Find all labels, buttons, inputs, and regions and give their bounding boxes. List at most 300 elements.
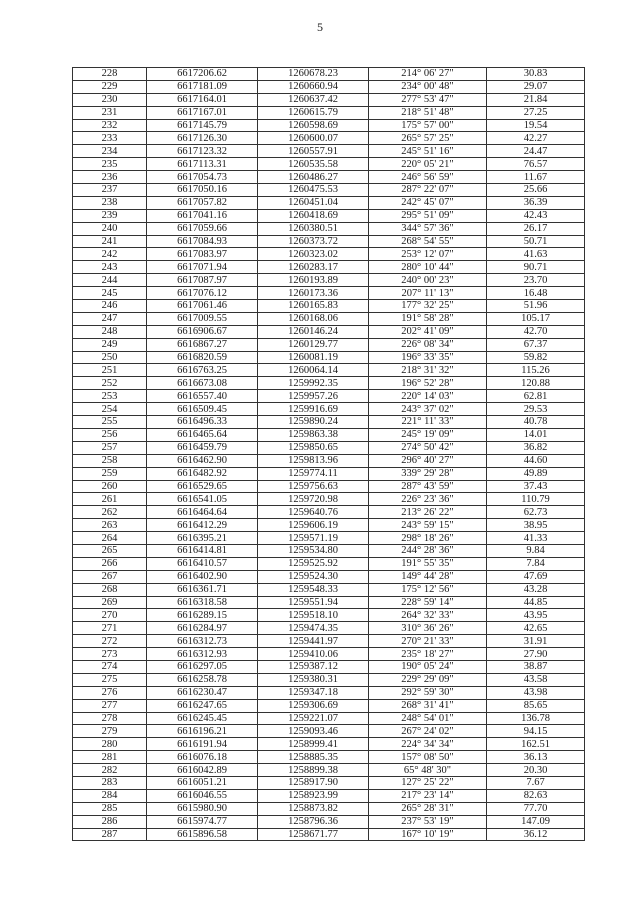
point-number-cell: 286 <box>73 815 147 828</box>
bearing-cell: 127° 25' 22" <box>369 776 487 789</box>
point-number-cell: 246 <box>73 300 147 313</box>
point-number-cell: 282 <box>73 764 147 777</box>
distance-cell: 27.25 <box>487 106 585 119</box>
table-row <box>73 403 585 416</box>
point-number-cell: 284 <box>73 789 147 802</box>
point-number-cell: 271 <box>73 622 147 635</box>
y-coordinate-cell: 1259306.69 <box>258 699 369 712</box>
point-number-cell: 247 <box>73 312 147 325</box>
bearing-cell: 244° 28' 36" <box>369 544 487 557</box>
bearing-cell: 217° 23' 14" <box>369 789 487 802</box>
bearing-cell: 245° 19' 09" <box>369 428 487 441</box>
table-row <box>73 119 585 132</box>
x-coordinate-cell: 6616763.25 <box>147 364 258 377</box>
x-coordinate-cell: 6617054.73 <box>147 171 258 184</box>
point-number-cell: 250 <box>73 351 147 364</box>
point-number-cell: 241 <box>73 235 147 248</box>
bearing-cell: 237° 53' 19" <box>369 815 487 828</box>
x-coordinate-cell: 6615974.77 <box>147 815 258 828</box>
distance-cell: 59.82 <box>487 351 585 364</box>
y-coordinate-cell: 1259551.94 <box>258 596 369 609</box>
point-number-cell: 272 <box>73 635 147 648</box>
distance-cell: 42.27 <box>487 132 585 145</box>
bearing-cell: 202° 41' 09" <box>369 325 487 338</box>
y-coordinate-cell: 1260418.69 <box>258 209 369 222</box>
y-coordinate-cell: 1260557.91 <box>258 145 369 158</box>
x-coordinate-cell: 6617009.55 <box>147 312 258 325</box>
point-number-cell: 234 <box>73 145 147 158</box>
bearing-cell: 280° 10' 44" <box>369 261 487 274</box>
point-number-cell: 229 <box>73 80 147 93</box>
point-number-cell: 240 <box>73 222 147 235</box>
distance-cell: 20.30 <box>487 764 585 777</box>
bearing-cell: 196° 52' 28" <box>369 377 487 390</box>
bearing-cell: 246° 56' 59" <box>369 171 487 184</box>
x-coordinate-cell: 6616297.05 <box>147 660 258 673</box>
x-coordinate-cell: 6617084.93 <box>147 235 258 248</box>
table-row <box>73 300 585 313</box>
bearing-cell: 344° 57' 36" <box>369 222 487 235</box>
bearing-cell: 207° 11' 13" <box>369 287 487 300</box>
distance-cell: 21.84 <box>487 93 585 106</box>
table-row <box>73 364 585 377</box>
table-row <box>73 222 585 235</box>
x-coordinate-cell: 6616284.97 <box>147 622 258 635</box>
table-row <box>73 815 585 828</box>
x-coordinate-cell: 6616496.33 <box>147 416 258 429</box>
point-number-cell: 243 <box>73 261 147 274</box>
y-coordinate-cell: 1259850.65 <box>258 441 369 454</box>
y-coordinate-cell: 1259774.11 <box>258 467 369 480</box>
distance-cell: 90.71 <box>487 261 585 274</box>
distance-cell: 36.13 <box>487 751 585 764</box>
y-coordinate-cell: 1259571.19 <box>258 532 369 545</box>
y-coordinate-cell: 1260660.94 <box>258 80 369 93</box>
distance-cell: 31.91 <box>487 635 585 648</box>
table-row <box>73 802 585 815</box>
x-coordinate-cell: 6616465.64 <box>147 428 258 441</box>
point-number-cell: 256 <box>73 428 147 441</box>
y-coordinate-cell: 1259410.06 <box>258 648 369 661</box>
point-number-cell: 251 <box>73 364 147 377</box>
table-row <box>73 377 585 390</box>
x-coordinate-cell: 6616509.45 <box>147 403 258 416</box>
bearing-cell: 235° 18' 27" <box>369 648 487 661</box>
x-coordinate-cell: 6616529.65 <box>147 480 258 493</box>
table-row <box>73 132 585 145</box>
point-number-cell: 264 <box>73 532 147 545</box>
point-number-cell: 281 <box>73 751 147 764</box>
table-row <box>73 184 585 197</box>
distance-cell: 43.98 <box>487 686 585 699</box>
bearing-cell: 245° 51' 16" <box>369 145 487 158</box>
bearing-cell: 274° 50' 42" <box>369 441 487 454</box>
table-row <box>73 480 585 493</box>
distance-cell: 105.17 <box>487 312 585 325</box>
distance-cell: 51.96 <box>487 300 585 313</box>
point-number-cell: 273 <box>73 648 147 661</box>
distance-cell: 16.48 <box>487 287 585 300</box>
y-coordinate-cell: 1260081.19 <box>258 351 369 364</box>
table-row <box>73 441 585 454</box>
y-coordinate-cell: 1260146.24 <box>258 325 369 338</box>
table-row <box>73 789 585 802</box>
y-coordinate-cell: 1258885.35 <box>258 751 369 764</box>
table-row <box>73 751 585 764</box>
point-number-cell: 249 <box>73 338 147 351</box>
x-coordinate-cell: 6617167.01 <box>147 106 258 119</box>
x-coordinate-cell: 6616042.89 <box>147 764 258 777</box>
point-number-cell: 238 <box>73 196 147 209</box>
bearing-cell: 277° 53' 47" <box>369 93 487 106</box>
table-row <box>73 622 585 635</box>
bearing-cell: 234° 00' 48" <box>369 80 487 93</box>
table-row <box>73 764 585 777</box>
table-row <box>73 390 585 403</box>
table-row <box>73 493 585 506</box>
table-row <box>73 416 585 429</box>
x-coordinate-cell: 6617206.62 <box>147 68 258 81</box>
y-coordinate-cell: 1260129.77 <box>258 338 369 351</box>
table-row <box>73 686 585 699</box>
point-number-cell: 244 <box>73 274 147 287</box>
x-coordinate-cell: 6616402.90 <box>147 570 258 583</box>
bearing-cell: 167° 10' 19" <box>369 828 487 841</box>
point-number-cell: 262 <box>73 506 147 519</box>
distance-cell: 43.28 <box>487 583 585 596</box>
x-coordinate-cell: 6617076.12 <box>147 287 258 300</box>
table-row <box>73 557 585 570</box>
y-coordinate-cell: 1259524.30 <box>258 570 369 583</box>
distance-cell: 44.85 <box>487 596 585 609</box>
x-coordinate-cell: 6616820.59 <box>147 351 258 364</box>
y-coordinate-cell: 1260615.79 <box>258 106 369 119</box>
distance-cell: 23.70 <box>487 274 585 287</box>
point-number-cell: 253 <box>73 390 147 403</box>
point-number-cell: 270 <box>73 609 147 622</box>
table-row <box>73 196 585 209</box>
bearing-cell: 65° 48' 30" <box>369 764 487 777</box>
bearing-cell: 226° 23' 36" <box>369 493 487 506</box>
point-number-cell: 237 <box>73 184 147 197</box>
x-coordinate-cell: 6616414.81 <box>147 544 258 557</box>
distance-cell: 42.70 <box>487 325 585 338</box>
table-row <box>73 209 585 222</box>
x-coordinate-cell: 6616245.45 <box>147 712 258 725</box>
table-row <box>73 699 585 712</box>
bearing-cell: 177° 32' 25" <box>369 300 487 313</box>
bearing-cell: 253° 12' 07" <box>369 248 487 261</box>
distance-cell: 62.73 <box>487 506 585 519</box>
bearing-cell: 292° 59' 30" <box>369 686 487 699</box>
y-coordinate-cell: 1259474.35 <box>258 622 369 635</box>
distance-cell: 47.69 <box>487 570 585 583</box>
table-row <box>73 532 585 545</box>
point-number-cell: 228 <box>73 68 147 81</box>
y-coordinate-cell: 1260451.04 <box>258 196 369 209</box>
y-coordinate-cell: 1259916.69 <box>258 403 369 416</box>
bearing-cell: 191° 58' 28" <box>369 312 487 325</box>
point-number-cell: 231 <box>73 106 147 119</box>
y-coordinate-cell: 1259441.97 <box>258 635 369 648</box>
distance-cell: 136.78 <box>487 712 585 725</box>
x-coordinate-cell: 6617113.31 <box>147 158 258 171</box>
y-coordinate-cell: 1259890.24 <box>258 416 369 429</box>
x-coordinate-cell: 6617059.66 <box>147 222 258 235</box>
point-number-cell: 267 <box>73 570 147 583</box>
distance-cell: 43.58 <box>487 673 585 686</box>
table-row <box>73 68 585 81</box>
x-coordinate-cell: 6616410.57 <box>147 557 258 570</box>
bearing-cell: 339° 29' 28" <box>369 467 487 480</box>
table-row <box>73 80 585 93</box>
distance-cell: 38.95 <box>487 519 585 532</box>
distance-cell: 77.70 <box>487 802 585 815</box>
point-number-cell: 258 <box>73 454 147 467</box>
distance-cell: 67.37 <box>487 338 585 351</box>
point-number-cell: 283 <box>73 776 147 789</box>
table-row <box>73 828 585 841</box>
bearing-cell: 228° 59' 14" <box>369 596 487 609</box>
x-coordinate-cell: 6617071.94 <box>147 261 258 274</box>
distance-cell: 42.43 <box>487 209 585 222</box>
y-coordinate-cell: 1260598.69 <box>258 119 369 132</box>
point-number-cell: 277 <box>73 699 147 712</box>
point-number-cell: 269 <box>73 596 147 609</box>
y-coordinate-cell: 1258796.36 <box>258 815 369 828</box>
y-coordinate-cell: 1260600.07 <box>258 132 369 145</box>
y-coordinate-cell: 1259387.12 <box>258 660 369 673</box>
point-number-cell: 265 <box>73 544 147 557</box>
x-coordinate-cell: 6616462.90 <box>147 454 258 467</box>
point-number-cell: 260 <box>73 480 147 493</box>
x-coordinate-cell: 6617057.82 <box>147 196 258 209</box>
y-coordinate-cell: 1260475.53 <box>258 184 369 197</box>
point-number-cell: 279 <box>73 725 147 738</box>
point-number-cell: 255 <box>73 416 147 429</box>
point-number-cell: 261 <box>73 493 147 506</box>
distance-cell: 62.81 <box>487 390 585 403</box>
point-number-cell: 266 <box>73 557 147 570</box>
point-number-cell: 254 <box>73 403 147 416</box>
bearing-cell: 175° 12' 56" <box>369 583 487 596</box>
y-coordinate-cell: 1259606.19 <box>258 519 369 532</box>
bearing-cell: 287° 22' 07" <box>369 184 487 197</box>
x-coordinate-cell: 6616464.64 <box>147 506 258 519</box>
x-coordinate-cell: 6616459.79 <box>147 441 258 454</box>
table-row <box>73 467 585 480</box>
distance-cell: 49.89 <box>487 467 585 480</box>
bearing-cell: 157° 08' 50" <box>369 751 487 764</box>
y-coordinate-cell: 1260173.36 <box>258 287 369 300</box>
bearing-cell: 268° 31' 41" <box>369 699 487 712</box>
table-row <box>73 428 585 441</box>
y-coordinate-cell: 1260373.72 <box>258 235 369 248</box>
x-coordinate-cell: 6617061.46 <box>147 300 258 313</box>
point-number-cell: 232 <box>73 119 147 132</box>
table-row <box>73 145 585 158</box>
bearing-cell: 248° 54' 01" <box>369 712 487 725</box>
table-row <box>73 171 585 184</box>
x-coordinate-cell: 6617145.79 <box>147 119 258 132</box>
table-row <box>73 235 585 248</box>
point-number-cell: 245 <box>73 287 147 300</box>
table-row <box>73 648 585 661</box>
x-coordinate-cell: 6616906.67 <box>147 325 258 338</box>
x-coordinate-cell: 6616482.92 <box>147 467 258 480</box>
x-coordinate-cell: 6616673.08 <box>147 377 258 390</box>
point-number-cell: 276 <box>73 686 147 699</box>
table-row <box>73 351 585 364</box>
x-coordinate-cell: 6616051.21 <box>147 776 258 789</box>
x-coordinate-cell: 6616230.47 <box>147 686 258 699</box>
distance-cell: 26.17 <box>487 222 585 235</box>
y-coordinate-cell: 1259518.10 <box>258 609 369 622</box>
point-number-cell: 268 <box>73 583 147 596</box>
y-coordinate-cell: 1260168.06 <box>258 312 369 325</box>
point-number-cell: 248 <box>73 325 147 338</box>
bearing-cell: 264° 32' 33" <box>369 609 487 622</box>
distance-cell: 76.57 <box>487 158 585 171</box>
point-number-cell: 230 <box>73 93 147 106</box>
table-row <box>73 312 585 325</box>
bearing-cell: 218° 31' 32" <box>369 364 487 377</box>
y-coordinate-cell: 1259380.31 <box>258 673 369 686</box>
table-row <box>73 93 585 106</box>
table-row <box>73 158 585 171</box>
y-coordinate-cell: 1260535.58 <box>258 158 369 171</box>
table-row <box>73 596 585 609</box>
distance-cell: 110.79 <box>487 493 585 506</box>
table-row <box>73 609 585 622</box>
distance-cell: 82.63 <box>487 789 585 802</box>
x-coordinate-cell: 6616258.78 <box>147 673 258 686</box>
distance-cell: 27.90 <box>487 648 585 661</box>
bearing-cell: 229° 29' 09" <box>369 673 487 686</box>
x-coordinate-cell: 6616412.29 <box>147 519 258 532</box>
y-coordinate-cell: 1259720.98 <box>258 493 369 506</box>
y-coordinate-cell: 1259863.38 <box>258 428 369 441</box>
y-coordinate-cell: 1260486.27 <box>258 171 369 184</box>
y-coordinate-cell: 1259534.80 <box>258 544 369 557</box>
distance-cell: 50.71 <box>487 235 585 248</box>
y-coordinate-cell: 1260323.02 <box>258 248 369 261</box>
distance-cell: 120.88 <box>487 377 585 390</box>
point-number-cell: 285 <box>73 802 147 815</box>
distance-cell: 162.51 <box>487 738 585 751</box>
bearing-cell: 191° 55' 35" <box>369 557 487 570</box>
bearing-cell: 295° 51' 09" <box>369 209 487 222</box>
x-coordinate-cell: 6617083.97 <box>147 248 258 261</box>
bearing-cell: 243° 37' 02" <box>369 403 487 416</box>
distance-cell: 25.66 <box>487 184 585 197</box>
y-coordinate-cell: 1259992.35 <box>258 377 369 390</box>
x-coordinate-cell: 6617087.97 <box>147 274 258 287</box>
point-number-cell: 287 <box>73 828 147 841</box>
x-coordinate-cell: 6616312.93 <box>147 648 258 661</box>
x-coordinate-cell: 6615896.58 <box>147 828 258 841</box>
y-coordinate-cell: 1260283.17 <box>258 261 369 274</box>
bearing-cell: 240° 00' 23" <box>369 274 487 287</box>
x-coordinate-cell: 6616076.18 <box>147 751 258 764</box>
distance-cell: 115.26 <box>487 364 585 377</box>
table-row <box>73 287 585 300</box>
y-coordinate-cell: 1259813.96 <box>258 454 369 467</box>
bearing-cell: 149° 44' 28" <box>369 570 487 583</box>
x-coordinate-cell: 6617164.01 <box>147 93 258 106</box>
table-row <box>73 544 585 557</box>
bearing-cell: 224° 34' 34" <box>369 738 487 751</box>
bearing-cell: 220° 05' 21" <box>369 158 487 171</box>
y-coordinate-cell: 1260064.14 <box>258 364 369 377</box>
point-number-cell: 275 <box>73 673 147 686</box>
bearing-cell: 221° 11' 33" <box>369 416 487 429</box>
x-coordinate-cell: 6616191.94 <box>147 738 258 751</box>
table-row <box>73 106 585 119</box>
x-coordinate-cell: 6616557.40 <box>147 390 258 403</box>
x-coordinate-cell: 6616361.71 <box>147 583 258 596</box>
table-row <box>73 325 585 338</box>
distance-cell: 36.82 <box>487 441 585 454</box>
distance-cell: 147.09 <box>487 815 585 828</box>
distance-cell: 29.53 <box>487 403 585 416</box>
distance-cell: 38.87 <box>487 660 585 673</box>
y-coordinate-cell: 1259221.07 <box>258 712 369 725</box>
x-coordinate-cell: 6617123.32 <box>147 145 258 158</box>
x-coordinate-cell: 6617181.09 <box>147 80 258 93</box>
point-number-cell: 280 <box>73 738 147 751</box>
distance-cell: 7.67 <box>487 776 585 789</box>
distance-cell: 36.39 <box>487 196 585 209</box>
y-coordinate-cell: 1258899.38 <box>258 764 369 777</box>
x-coordinate-cell: 6616867.27 <box>147 338 258 351</box>
bearing-cell: 296° 40' 27" <box>369 454 487 467</box>
y-coordinate-cell: 1259347.18 <box>258 686 369 699</box>
y-coordinate-cell: 1260380.51 <box>258 222 369 235</box>
table-row <box>73 248 585 261</box>
distance-cell: 43.95 <box>487 609 585 622</box>
table-row <box>73 776 585 789</box>
bearing-cell: 268° 54' 55" <box>369 235 487 248</box>
y-coordinate-cell: 1259957.26 <box>258 390 369 403</box>
bearing-cell: 218° 51' 48" <box>369 106 487 119</box>
y-coordinate-cell: 1258999.41 <box>258 738 369 751</box>
point-number-cell: 252 <box>73 377 147 390</box>
distance-cell: 19.54 <box>487 119 585 132</box>
distance-cell: 41.33 <box>487 532 585 545</box>
point-number-cell: 239 <box>73 209 147 222</box>
table-row <box>73 738 585 751</box>
bearing-cell: 220° 14' 03" <box>369 390 487 403</box>
y-coordinate-cell: 1258873.82 <box>258 802 369 815</box>
table-row <box>73 506 585 519</box>
bearing-cell: 310° 36' 26" <box>369 622 487 635</box>
point-number-cell: 233 <box>73 132 147 145</box>
bearing-cell: 265° 57' 25" <box>369 132 487 145</box>
table-row <box>73 454 585 467</box>
bearing-cell: 270° 21' 33" <box>369 635 487 648</box>
x-coordinate-cell: 6616289.15 <box>147 609 258 622</box>
page-number: 5 <box>317 20 323 34</box>
distance-cell: 40.78 <box>487 416 585 429</box>
y-coordinate-cell: 1260193.89 <box>258 274 369 287</box>
distance-cell: 14.01 <box>487 428 585 441</box>
distance-cell: 37.43 <box>487 480 585 493</box>
y-coordinate-cell: 1259640.76 <box>258 506 369 519</box>
distance-cell: 94.15 <box>487 725 585 738</box>
distance-cell: 36.12 <box>487 828 585 841</box>
point-number-cell: 278 <box>73 712 147 725</box>
